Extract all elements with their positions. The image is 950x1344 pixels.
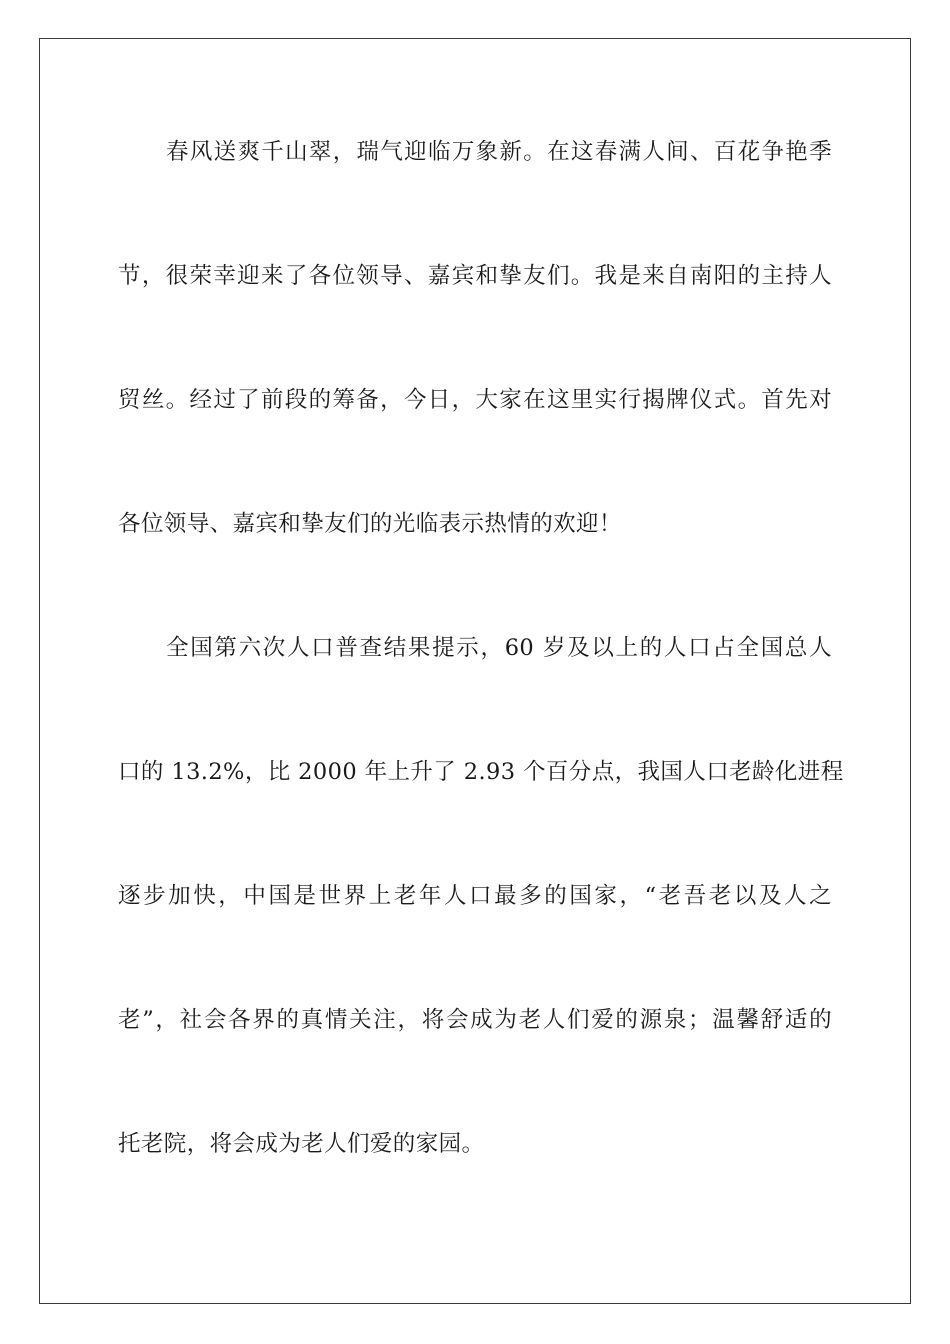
paragraph-2-line-1: 全国第六次人口普查结果提示，60 岁及以上的人口占全国总人 [166,635,832,661]
paragraph-2-line-5: 托老院，将会成为老人们爱的家园。 [118,1131,485,1157]
paragraph-1-line-2: 节，很荣幸迎来了各位领导、嘉宾和挚友们。我是来自南阳的主持人 [118,263,832,289]
paragraph-2-line-2: 口的 13.2%，比 2000 年上升了 2.93 个百分点，我国人口老龄化进程 [118,759,844,785]
paragraph-2-line-3: 逐步加快，中国是世界上老年人口最多的国家，“老吾老以及人之 [118,883,832,909]
page-border [39,38,911,1304]
paragraph-2-line-4: 老”，社会各界的真情关注，将会成为老人们爱的源泉；温馨舒适的 [118,1007,832,1033]
paragraph-1-line-1: 春风送爽千山翠，瑞气迎临万象新。在这春满人间、百花争艳季 [166,139,832,165]
paragraph-1-line-4: 各位领导、嘉宾和挚友们的光临表示热情的欢迎！ [118,511,622,537]
paragraph-1-line-3: 贸丝。经过了前段的筹备，今日，大家在这里实行揭牌仪式。首先对 [118,387,832,413]
